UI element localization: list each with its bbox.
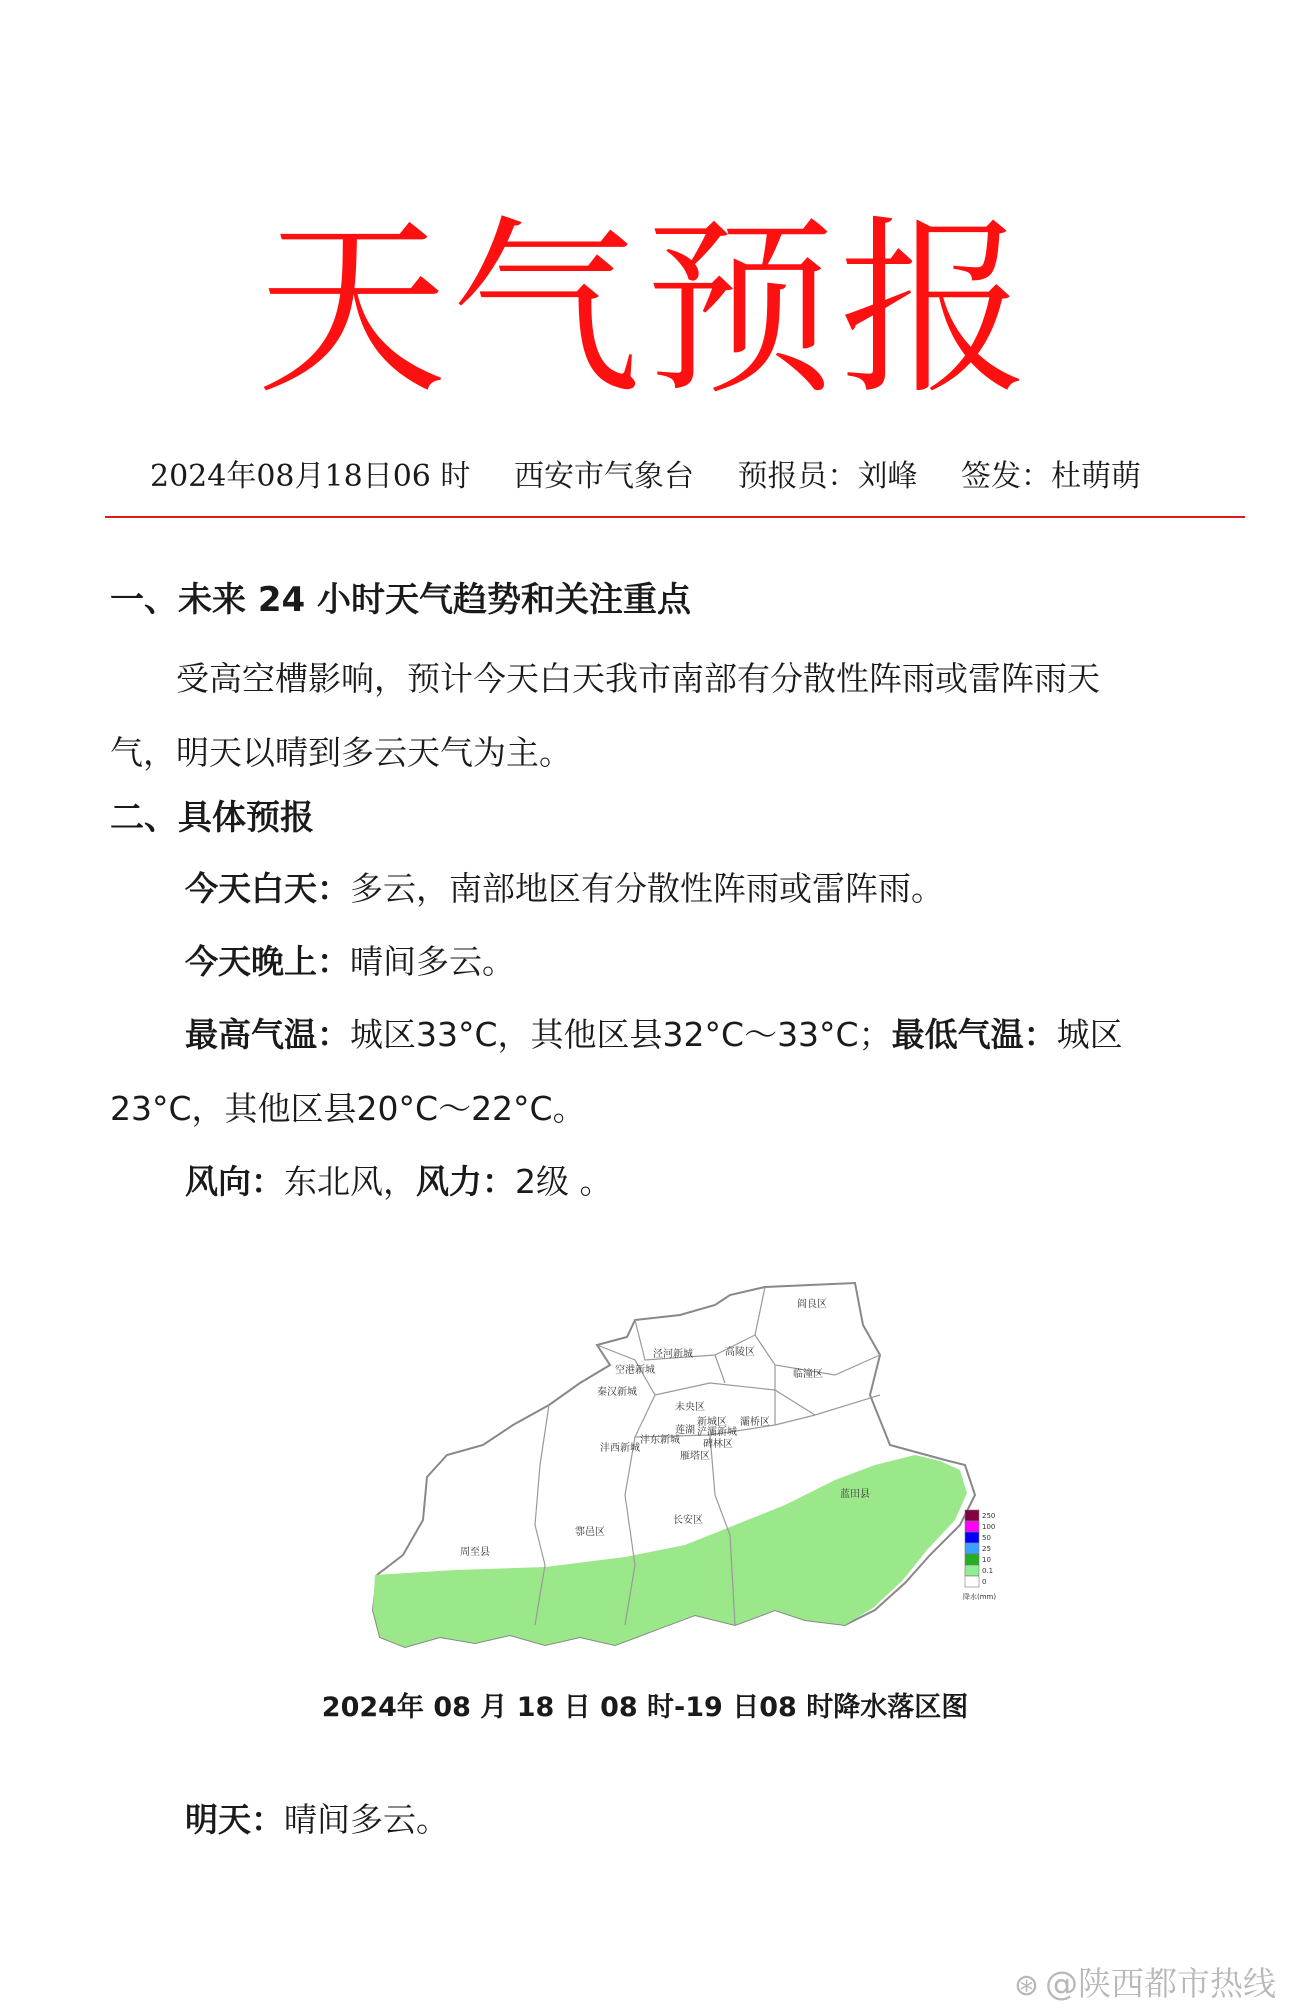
legend-label-0.1: 0.1 [982,1567,994,1575]
label-zhouzhi: 周至县 [460,1547,490,1558]
wind-row [185,1157,613,1207]
label-chanba: 浐灞新城 [697,1427,737,1438]
document-title: 天气预报 [256,199,1033,420]
label-xincheng: 新城区 [697,1417,727,1428]
max-temp-text: 城区33°C，其他区县32°C～33°C； [350,1015,892,1054]
issue-datetime: 2024年08月18日06 时 [150,459,471,494]
legend-label-50: 50 [982,1534,991,1542]
legend-unit: 降水(mm) [963,1593,997,1601]
legend-label-100: 100 [982,1523,996,1531]
tomorrow-text: 晴间多云。 [284,1800,449,1839]
label-fengdong: 沣东新城 [640,1435,680,1446]
weibo-icon: ⊛ [1013,1968,1039,2003]
issuer: 西安市气象台 [513,459,694,494]
watermark-text: @陕西都市热线 [1045,1964,1276,2003]
section2-heading: 二、具体预报 [110,798,314,838]
legend-label-10: 10 [982,1556,991,1564]
label-qinhan: 秦汉新城 [597,1387,637,1398]
label-lianhu: 莲湖 [675,1425,695,1436]
legend-swatch-250 [965,1510,979,1521]
label-changan: 长安区 [673,1515,703,1526]
tomorrow-row [185,1795,449,1845]
wind-force-text: 2级 。 [515,1162,613,1201]
legend-swatch-25 [965,1543,979,1554]
legend-swatch-10 [965,1554,979,1565]
min-temp-label: 最低气温： [891,1015,1057,1054]
today-night-label: 今天晚上： [185,942,350,981]
today-day-text: 多云，南部地区有分散性阵雨或雷阵雨。 [350,869,944,908]
legend-label-250: 250 [982,1512,996,1520]
legend-label-25: 25 [982,1545,991,1553]
today-day-row [185,864,944,914]
watermark [1014,1964,1276,2006]
precipitation-map [335,1265,1015,1665]
label-yanliang: 阎良区 [797,1299,827,1310]
wind-dir-text: 东北风， [284,1162,416,1201]
section1-body: 受高空槽影响，预计今天白天我市南部有分散性阵雨或雷阵雨天气，明天以晴到多云天气为主。 [110,659,1100,772]
legend-label-0: 0 [982,1578,987,1586]
legend-swatch-0.1 [965,1565,979,1576]
label-gaoling: 高陵区 [725,1347,755,1358]
legend-swatch-50 [965,1532,979,1543]
legend-swatch-0 [965,1576,979,1587]
map-caption: 2024年 08 月 18 日 08 时-19 日08 时降水落区图 [321,1692,969,1723]
today-day-label: 今天白天： [185,869,350,908]
today-night-row [185,937,515,987]
temperature-para [110,998,1150,1146]
label-yanta: 雁塔区 [680,1451,710,1462]
min-temp-text: 城区23°C，其他区县20°C～22°C。 [110,1015,1123,1128]
header-divider [105,516,1245,518]
label-huyi: 鄠邑区 [575,1527,605,1538]
label-konggang: 空港新城 [615,1365,655,1376]
label-baqiao: 灞桥区 [740,1417,770,1428]
map-legend [963,1510,996,1601]
label-weiyang: 未央区 [675,1402,705,1413]
wind-dir-label: 风向： [185,1162,284,1201]
legend-swatch-100 [965,1521,979,1532]
label-fengxi: 沣西新城 [600,1443,640,1454]
label-beilin: 碑林区 [703,1439,733,1450]
max-temp-label: 最高气温： [185,1015,350,1054]
label-lantian: 蓝田县 [840,1489,870,1500]
tomorrow-label: 明天： [185,1800,284,1839]
forecaster: 预报员：刘峰 [737,459,918,494]
today-night-text: 晴间多云。 [350,942,515,981]
label-lintong: 临潼区 [793,1369,823,1380]
wind-force-label: 风力： [416,1162,515,1201]
signer: 签发：杜萌萌 [961,459,1142,494]
section1-heading: 一、未来 24 小时天气趋势和关注重点 [110,580,691,620]
label-jinghe: 泾河新城 [653,1349,693,1360]
issue-info [150,455,1150,499]
